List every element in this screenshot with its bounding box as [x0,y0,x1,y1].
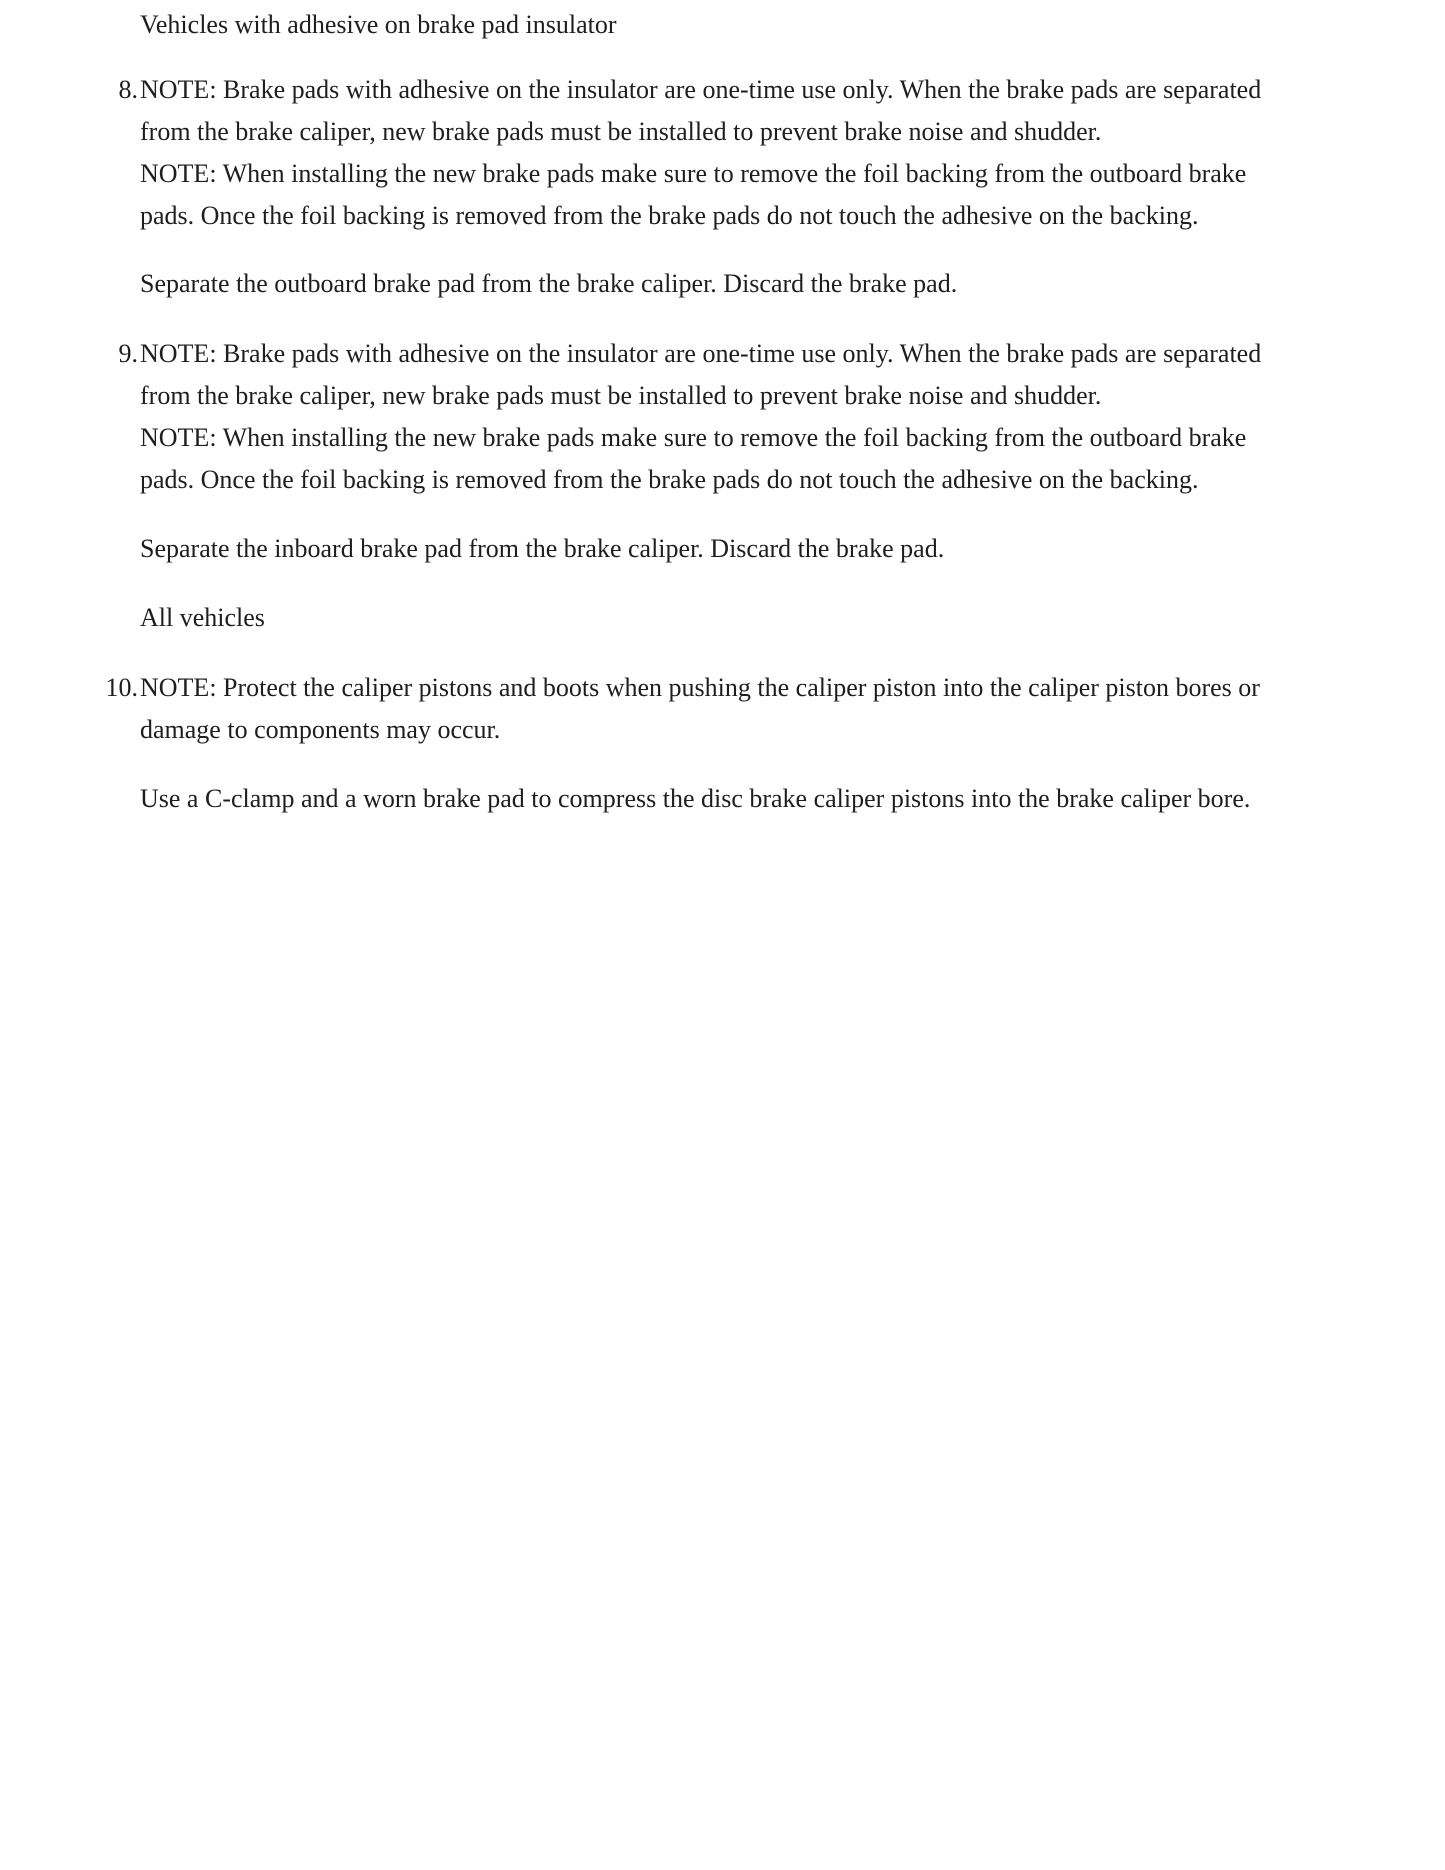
note-line: damage to components may occur. [140,715,501,744]
step-9-instruction: Separate the inboard brake pad from the brake caliper. Discard the brake pad. [140,534,945,563]
note-line: NOTE: When installing the new brake pads make sure to remove the foil backing from the outboard brake [140,423,1247,452]
section-heading: Vehicles with adhesive on brake pad insulator [140,10,617,39]
note-line: from the brake caliper, new brake pads must be installed to prevent brake noise and shudder. [140,117,1102,146]
note-line: NOTE: Protect the caliper pistons and boots when pushing the caliper piston into the caliper piston bores or [140,673,1260,702]
step-9 [118,333,1340,501]
note-line: NOTE: When installing the new brake pads make sure to remove the foil backing from the outboard brake [140,159,1247,188]
step-10 [105,667,1340,751]
step-10-instruction: Use a C-clamp and a worn brake pad to compress the disc brake caliper pistons into the brake caliper bore. [140,784,1251,813]
step-8 [118,69,1340,237]
note-line: NOTE: Brake pads with adhesive on the insulator are one-time use only. When the brake pads are separated [140,75,1262,104]
step-number: 8. [118,75,138,104]
note-line: pads. Once the foil backing is removed from the brake pads do not touch the adhesive on the backing. [140,465,1199,494]
step-number: 9. [118,339,138,368]
note-line: from the brake caliper, new brake pads must be installed to prevent brake noise and shudder. [140,381,1102,410]
step-8-instruction: Separate the outboard brake pad from the brake caliper. Discard the brake pad. [140,269,958,298]
step-number: 10. [105,673,138,702]
note-line: NOTE: Brake pads with adhesive on the insulator are one-time use only. When the brake pads are separated [140,339,1262,368]
note-line: pads. Once the foil backing is removed from the brake pads do not touch the adhesive on the backing. [140,201,1199,230]
all-vehicles-subheading: All vehicles [140,603,265,632]
